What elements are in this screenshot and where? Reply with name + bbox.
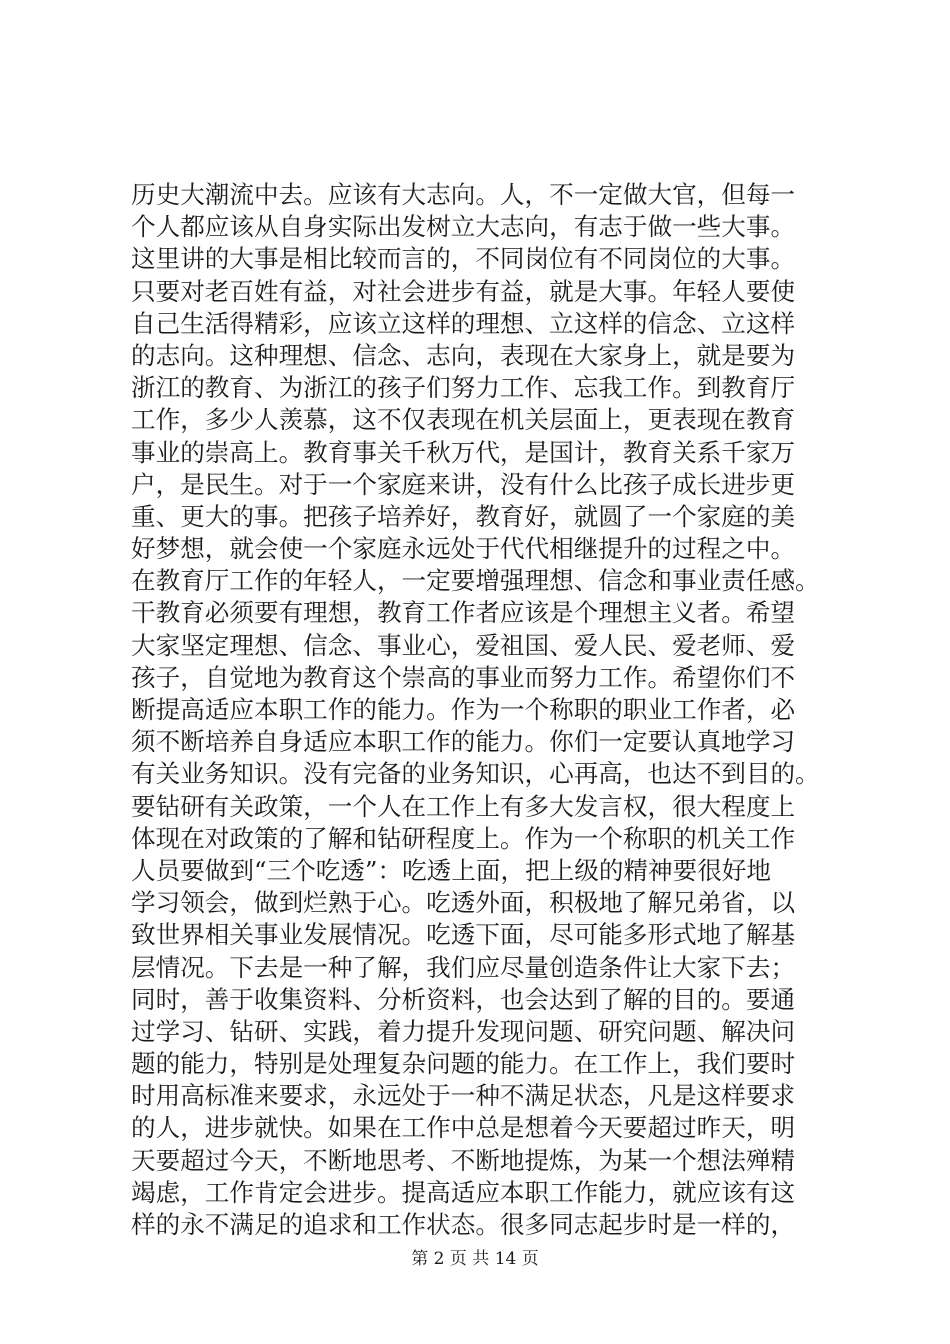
text-line: 过学习、钻研、实践，着力提升发现问题、研究问题、解决问 — [131, 1016, 796, 1046]
text-line: 题的能力，特别是处理复杂问题的能力。在工作上，我们要时 — [131, 1049, 796, 1079]
text-line: 层情况。下去是一种了解，我们应尽量创造条件让大家下去； — [131, 952, 796, 982]
text-line: 学习领会，做到烂熟于心。吃透外面，积极地了解兄弟省，以 — [131, 888, 796, 918]
text-line: 重、更大的事。把孩子培养好，教育好，就圆了一个家庭的美 — [131, 501, 796, 531]
text-line: 户，是民生。对于一个家庭来讲，没有什么比孩子成长进步更 — [131, 469, 796, 499]
text-line: 的志向。这种理想、信念、志向，表现在大家身上，就是要为 — [131, 340, 796, 370]
text-line: 时用高标准来要求，永远处于一种不满足状态，凡是这样要求 — [131, 1081, 796, 1111]
text-line: 天要超过今天，不断地思考、不断地提炼，为某一个想法殚精 — [131, 1145, 796, 1175]
page-footer — [0, 1244, 950, 1269]
text-line: 样的永不满足的追求和工作状态。很多同志起步时是一样的， — [131, 1210, 796, 1239]
body-text — [131, 179, 861, 1241]
text-line: 这里讲的大事是相比较而言的，不同岗位有不同岗位的大事。 — [131, 244, 796, 274]
text-line: 个人都应该从自身实际出发树立大志向，有志于做一些大事。 — [131, 212, 796, 242]
text-line: 体现在对政策的了解和钻研程度上。作为一个称职的机关工作 — [131, 823, 796, 853]
text-line: 的人，进步就快。如果在工作中总是想着今天要超过昨天，明 — [131, 1113, 796, 1143]
text-line: 有关业务知识。没有完备的业务知识，心再高，也达不到目的。 — [131, 759, 820, 789]
text-line: 断提高适应本职工作的能力。作为一个称职的职业工作者，必 — [131, 695, 796, 724]
text-line: 好梦想，就会使一个家庭永远处于代代相继提升的过程之中。 — [131, 534, 796, 564]
text-line: 干教育必须要有理想，教育工作者应该是个理想主义者。希望 — [131, 598, 796, 628]
text-line: 要钻研有关政策，一个人在工作上有多大发言权，很大程度上 — [131, 791, 796, 821]
text-line: 人员要做到“三个吃透”：吃透上面，把上级的精神要很好地 — [131, 855, 771, 885]
text-line: 竭虑，工作肯定会进步。提高适应本职工作能力，就应该有这 — [131, 1177, 796, 1207]
text-line: 工作，多少人羡慕，这不仅表现在机关层面上，更表现在教育 — [131, 405, 796, 435]
text-line: 事业的崇高上。教育事关千秋万代，是国计，教育关系千家万 — [131, 437, 796, 467]
text-line: 历史大潮流中去。应该有大志向。人，不一定做大官，但每一 — [131, 180, 796, 209]
text-line: 孩子，自觉地为教育这个崇高的事业而努力工作。希望你们不 — [131, 662, 796, 692]
text-line: 自己生活得精彩，应该立这样的理想、立这样的信念、立这样 — [131, 308, 796, 338]
text-line: 浙江的教育、为浙江的孩子们努力工作、忘我工作。到教育厅 — [131, 373, 796, 403]
text-line: 大家坚定理想、信念、事业心，爱祖国、爱人民、爱老师、爱 — [131, 630, 796, 660]
text-line: 在教育厅工作的年轻人，一定要增强理想、信念和事业责任感。 — [131, 566, 820, 596]
page-number: 第 2 页 共 14 页 — [411, 1249, 539, 1269]
text-line: 须不断培养自身适应本职工作的能力。你们一定要认真地学习 — [131, 727, 796, 757]
text-line: 同时，善于收集资料、分析资料，也会达到了解的目的。要通 — [131, 984, 796, 1014]
text-line: 只要对老百姓有益，对社会进步有益，就是大事。年轻人要使 — [131, 276, 796, 306]
text-line: 致世界相关事业发展情况。吃透下面，尽可能多形式地了解基 — [131, 920, 796, 950]
